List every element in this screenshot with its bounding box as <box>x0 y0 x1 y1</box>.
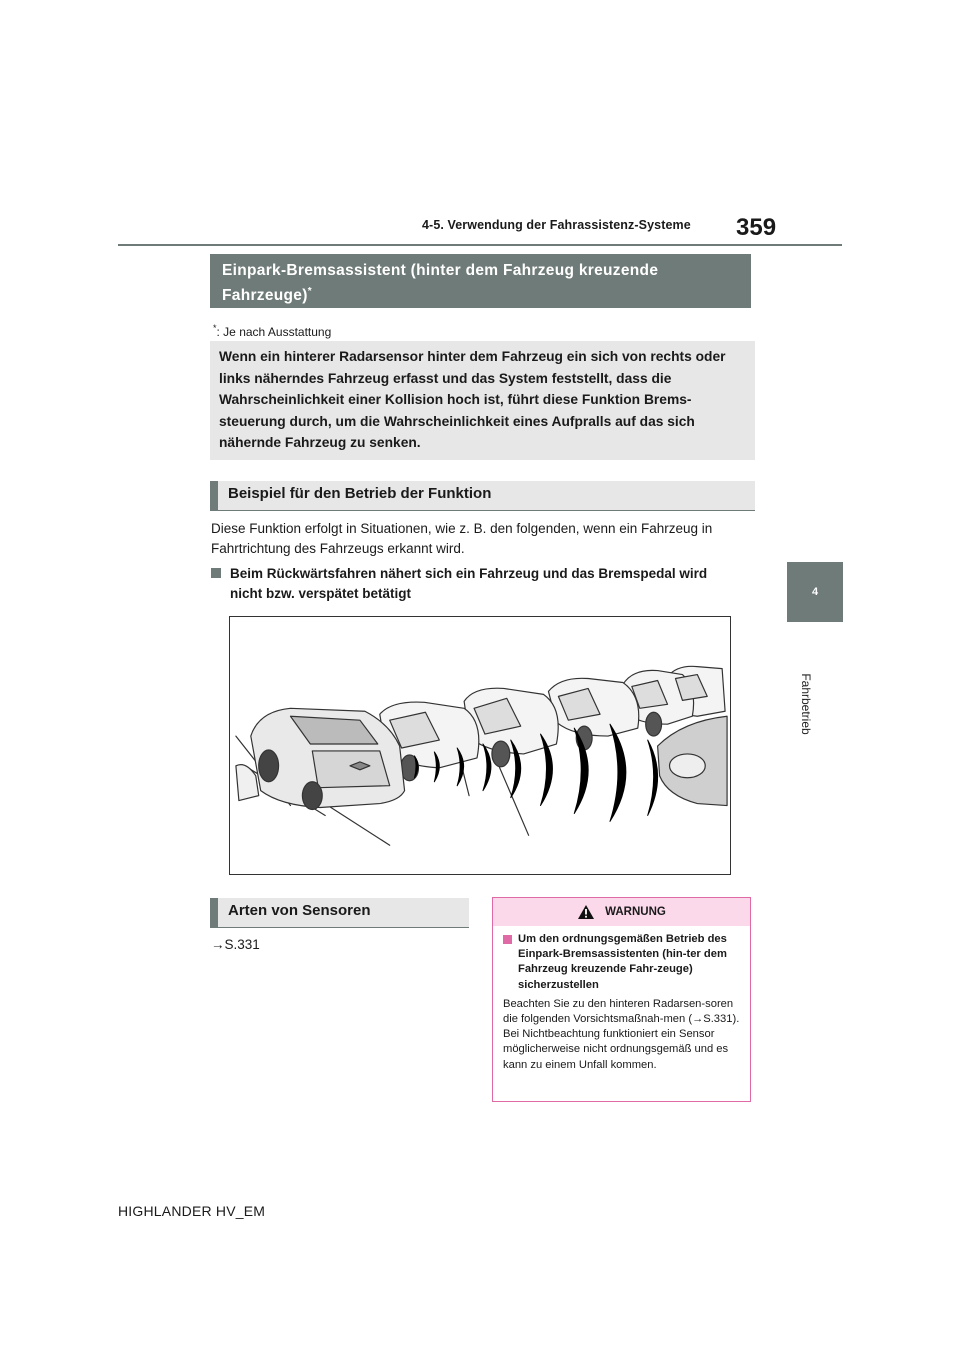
square-bullet-icon <box>503 935 512 944</box>
warning-text: Beachten Sie zu den hinteren Radarsen-soren die folgenden Vorsichtsmaßnah-men (→S.331). Bei Nichtbeachtung funktioniert ein Sensor möglicherweise nicht ordnungsgemäß und es kann zu einem Unfall kommen. <box>503 997 740 1071</box>
chapter-label: Fahrbetrieb <box>799 673 813 735</box>
warning-box <box>492 897 751 1102</box>
footnote-text: : Je nach Ausstattung <box>216 325 332 339</box>
example-body-line: Fahrtrichtung des Fahrzeugs erkannt wird. <box>211 541 465 556</box>
example-body <box>211 519 756 559</box>
warning-header <box>493 898 750 926</box>
warning-bullet <box>503 932 740 993</box>
chapter-tab <box>787 562 843 622</box>
example-heading <box>210 481 755 511</box>
chapter-number: 4 <box>811 586 819 598</box>
example-bullet <box>211 564 751 604</box>
warning-bullet-text: Um den ordnungsgemäßen Betrieb des Einpark-Bremsassistenten (hin-ter dem Fahrzeug kreuzende Fahr-zeuge) sicherzustellen <box>518 933 727 991</box>
example-bullet-line: Beim Rückwärtsfahren nähert sich ein Fahrzeug und das Bremspedal wird <box>230 566 708 581</box>
square-bullet-icon <box>211 568 221 578</box>
parking-scene-graphic <box>230 617 730 874</box>
example-body-line: Diese Funktion erfolgt in Situationen, wie z. B. den folgenden, wenn ein Fahrzeug in <box>211 521 713 536</box>
intro-text: Wenn ein hinterer Radarsensor hinter dem Fahrzeug ein sich von rechts oder links näherndes Fahrzeug erfasst und das System feststellt, dass die Wahrscheinlichkeit einer Kollision hoch ist, führt diese Funktion Brems-steuerung durch, um die Wahrscheinlichkeit eines Aufpralls auf das sich nähernde Fahrzeug zu senken. <box>219 349 726 451</box>
parking-illustration <box>229 616 731 875</box>
page-number: 359 <box>736 214 777 241</box>
warning-triangle-icon <box>577 904 595 920</box>
intro-box <box>210 341 755 460</box>
sensors-reference-link[interactable]: →S.331 <box>211 937 260 952</box>
example-bullet-line: nicht bzw. verspätet betätigt <box>230 586 412 601</box>
header-rule <box>118 244 842 246</box>
sensors-heading-text: Arten von Sensoren <box>228 902 371 919</box>
page-title <box>210 254 751 308</box>
title-footnote-marker: * <box>307 286 312 297</box>
section-header: 4-5. Verwendung der Fahrassistenz-Systeme <box>422 218 691 232</box>
example-heading-text: Beispiel für den Betrieb der Funktion <box>228 485 492 502</box>
page-title-text: Einpark-Bremsassistent (hinter dem Fahrzeug kreuzende Fahrzeuge) <box>222 262 659 305</box>
warning-label: WARNUNG <box>605 906 666 918</box>
sensors-heading <box>210 898 469 928</box>
warning-body <box>493 926 750 1079</box>
footnote <box>213 323 331 339</box>
model-code: HIGHLANDER HV_EM <box>118 1203 266 1219</box>
footnote-marker: * <box>213 323 217 333</box>
